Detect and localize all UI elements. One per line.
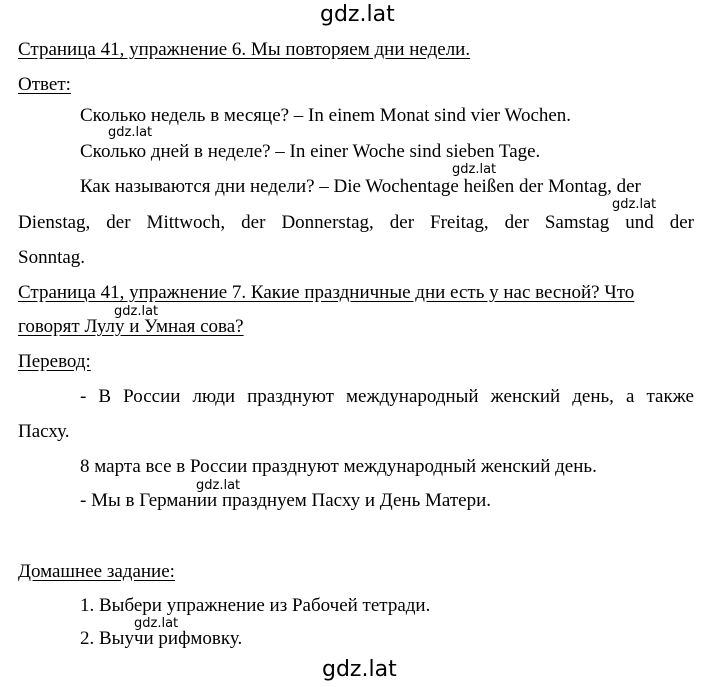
answer-line-2: Сколько дней в неделе? – In einer Woche sind sieben Tage. <box>80 141 541 162</box>
translation-line-3: - Мы в Германии празднуем Пасху и День Матери. <box>80 490 492 511</box>
watermark-inline: gdz.lat <box>114 304 159 319</box>
watermark-top: gdz.lat <box>320 2 395 27</box>
homework-label: Домашнее задание: <box>18 561 175 582</box>
watermark-inline: gdz.lat <box>196 478 241 493</box>
watermark-inline: gdz.lat <box>134 616 179 631</box>
translation-line-2: 8 марта все в России празднуют международный женский день. <box>80 456 597 477</box>
watermark-inline: gdz.lat <box>452 162 497 177</box>
answer-line-1: Сколько недель в месяце? – In einem Monat sind vier Wochen. <box>80 105 572 126</box>
homework-item-2: 2. Выучи рифмовку. <box>80 628 243 649</box>
watermark-inline: gdz.lat <box>108 125 153 140</box>
exercise7-heading-a: Страница 41, упражнение 7. Какие праздничные дни есть у нас весной? Что <box>18 282 635 303</box>
answer-label: Ответ: <box>18 74 71 95</box>
answer-line-3c: Sonntag. <box>18 247 86 268</box>
exercise6-heading: Страница 41, упражнение 6. Мы повторяем дни недели. <box>18 39 471 60</box>
answer-line-3a: Как называются дни недели? – Die Wochentage heißen der Montag, der <box>80 176 641 197</box>
translation-label: Перевод: <box>18 351 91 372</box>
translation-line-1b: Пасху. <box>18 421 70 442</box>
watermark-bottom: gdz.lat <box>322 657 397 682</box>
watermark-inline: gdz.lat <box>612 197 657 212</box>
exercise7-heading-b: говорят Лулу и Умная сова? <box>18 316 244 337</box>
translation-line-1a: - В России люди празднуют международный женский день, а также <box>80 386 694 407</box>
homework-item-1: 1. Выбери упражнение из Рабочей тетради. <box>80 595 431 616</box>
answer-line-3b: Dienstag, der Mittwoch, der Donnerstag, der Freitag, der Samstag und der <box>18 212 694 233</box>
